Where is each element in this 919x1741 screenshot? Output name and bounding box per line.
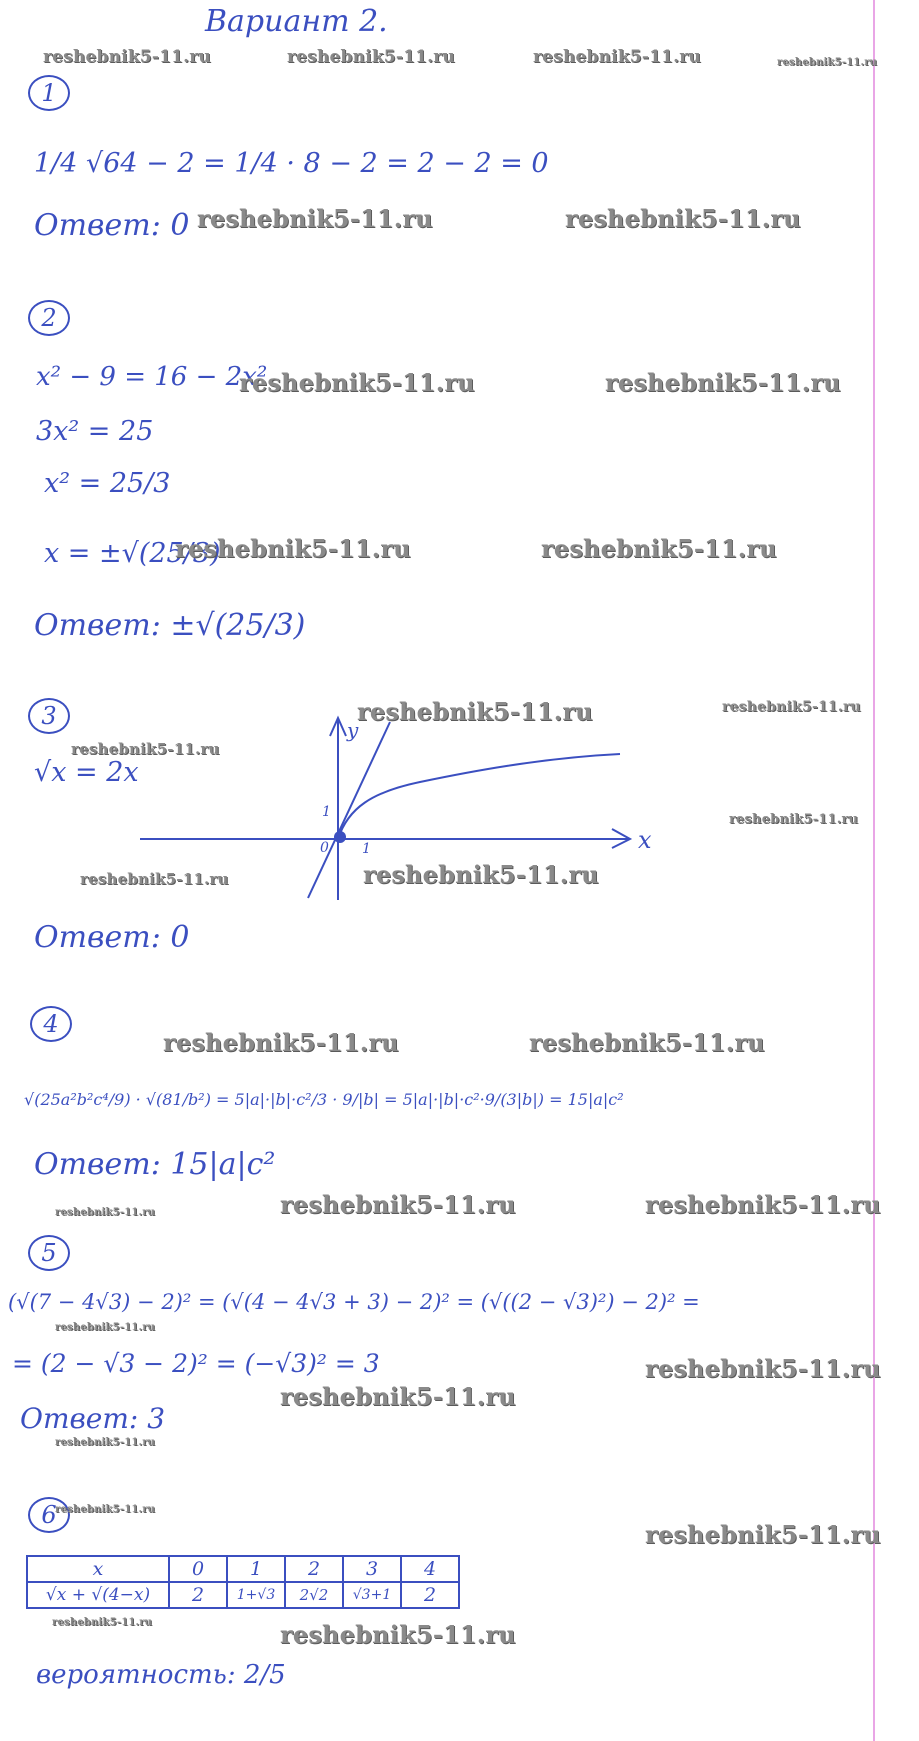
task-6-answer: вероятность: 2/5 bbox=[36, 1660, 286, 1690]
graph-intersection-point bbox=[334, 831, 346, 843]
table-cell: x bbox=[27, 1556, 169, 1582]
watermark: reshebnik5-11.ru bbox=[363, 860, 599, 889]
table-cell: 2√2 bbox=[285, 1582, 343, 1608]
watermark: reshebnik5-11.ru bbox=[287, 47, 455, 67]
graph-line-2x bbox=[308, 722, 390, 898]
task-2-line-3: x² = 25/3 bbox=[44, 468, 171, 499]
task-6-table bbox=[26, 1555, 460, 1609]
table-cell: 1+√3 bbox=[227, 1582, 285, 1608]
watermark: reshebnik5-11.ru bbox=[722, 699, 861, 715]
task-4-line-1: √(25a²b²c⁴/9) · √(81/b²) = 5|a|·|b|·c²/3 · 9/|b| = 5|a|·|b|·c²·9/(3|b|) = 15|a|c² bbox=[24, 1090, 624, 1109]
watermark: reshebnik5-11.ru bbox=[357, 697, 593, 726]
watermark: reshebnik5-11.ru bbox=[533, 47, 701, 67]
watermark: reshebnik5-11.ru bbox=[71, 740, 220, 758]
task-5-line-1: (√(7 − 4√3) − 2)² = (√(4 − 4√3 + 3) − 2)² = (√((2 − √3)²) − 2)² = bbox=[8, 1290, 700, 1314]
task-6-number: 6 bbox=[28, 1497, 70, 1533]
graph-x-label: x bbox=[638, 826, 652, 854]
table-cell: √x + √(4−x) bbox=[27, 1582, 169, 1608]
watermark: reshebnik5-11.ru bbox=[55, 1504, 156, 1515]
task-3-line-1: √x = 2x bbox=[34, 757, 139, 788]
watermark: reshebnik5-11.ru bbox=[645, 1520, 881, 1549]
watermark: reshebnik5-11.ru bbox=[529, 1028, 765, 1057]
watermark: reshebnik5-11.ru bbox=[541, 534, 777, 563]
table-row bbox=[27, 1556, 459, 1582]
watermark: reshebnik5-11.ru bbox=[645, 1354, 881, 1383]
watermark: reshebnik5-11.ru bbox=[729, 812, 859, 827]
table-cell: √3+1 bbox=[343, 1582, 401, 1608]
task-1-answer: Ответ: 0 bbox=[34, 208, 190, 243]
watermark: reshebnik5-11.ru bbox=[777, 57, 878, 68]
table-cell: 1 bbox=[227, 1556, 285, 1582]
watermark: reshebnik5-11.ru bbox=[645, 1190, 881, 1219]
task-5-answer: Ответ: 3 bbox=[20, 1402, 166, 1435]
task-1-line-1: 1/4 √64 − 2 = 1/4 · 8 − 2 = 2 − 2 = 0 bbox=[34, 148, 549, 179]
graph-tick-y: 1 bbox=[322, 804, 331, 820]
watermark: reshebnik5-11.ru bbox=[163, 1028, 399, 1057]
variant-title: Вариант 2. bbox=[205, 4, 388, 39]
task-2-line-1: x² − 9 = 16 − 2x² bbox=[36, 362, 268, 392]
watermark: reshebnik5-11.ru bbox=[197, 204, 433, 233]
table-cell: 0 bbox=[169, 1556, 227, 1582]
watermark: reshebnik5-11.ru bbox=[565, 204, 801, 233]
watermark: reshebnik5-11.ru bbox=[55, 1437, 156, 1448]
table-row bbox=[27, 1582, 459, 1608]
table-cell: 4 bbox=[401, 1556, 459, 1582]
graph-curve-sqrt bbox=[338, 754, 620, 839]
task-4-number: 4 bbox=[30, 1006, 72, 1042]
graph-origin-label: 0 bbox=[320, 840, 329, 856]
task-2-line-2: 3x² = 25 bbox=[36, 416, 154, 447]
table-cell: 2 bbox=[285, 1556, 343, 1582]
graph-tick-x: 1 bbox=[362, 841, 371, 857]
task-5-line-2: = (2 − √3 − 2)² = (−√3)² = 3 bbox=[12, 1349, 380, 1378]
watermark: reshebnik5-11.ru bbox=[43, 47, 211, 67]
watermark: reshebnik5-11.ru bbox=[52, 1617, 153, 1628]
task-2-line-4: x = ±√(25/3) bbox=[44, 538, 221, 569]
task-2-answer: Ответ: ±√(25/3) bbox=[34, 608, 306, 643]
watermark: reshebnik5-11.ru bbox=[605, 368, 841, 397]
task-5-number: 5 bbox=[28, 1235, 70, 1271]
watermark: reshebnik5-11.ru bbox=[55, 1322, 156, 1333]
watermark: reshebnik5-11.ru bbox=[239, 368, 475, 397]
table-cell: 3 bbox=[343, 1556, 401, 1582]
watermark: reshebnik5-11.ru bbox=[280, 1382, 516, 1411]
table-cell: 2 bbox=[401, 1582, 459, 1608]
task-2-number: 2 bbox=[28, 300, 70, 336]
table-cell: 2 bbox=[169, 1582, 227, 1608]
watermark: reshebnik5-11.ru bbox=[280, 1190, 516, 1219]
watermark: reshebnik5-11.ru bbox=[55, 1207, 156, 1218]
task-1-number: 1 bbox=[28, 75, 70, 111]
watermark: reshebnik5-11.ru bbox=[80, 870, 229, 888]
watermark: reshebnik5-11.ru bbox=[175, 534, 411, 563]
graph-y-label: y bbox=[347, 718, 359, 742]
task-3-number: 3 bbox=[28, 698, 70, 734]
task-3-answer: Ответ: 0 bbox=[34, 920, 190, 955]
task-4-answer: Ответ: 15|a|c² bbox=[34, 1147, 276, 1182]
watermark: reshebnik5-11.ru bbox=[280, 1620, 516, 1649]
